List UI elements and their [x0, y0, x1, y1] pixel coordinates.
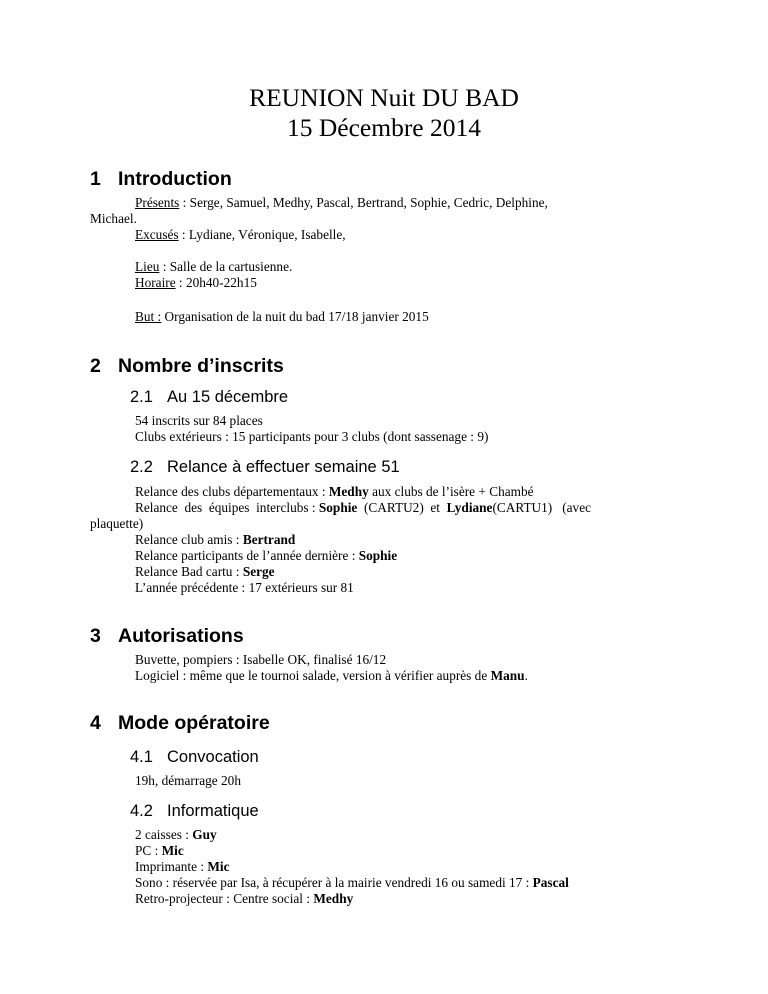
lieu-line	[135, 259, 292, 275]
relance-2-person-1: Sophie	[318, 500, 358, 515]
horaire-line	[135, 275, 257, 291]
section-1-heading: Introduction	[118, 168, 232, 190]
horaire-label: Horaire	[135, 275, 176, 290]
relance-2-rest: (CARTU1) (avec	[492, 500, 591, 515]
caisses-line	[135, 827, 217, 843]
but-value: Organisation de la nuit du bad 17/18 janvier 2015	[161, 309, 429, 324]
subsection-2-2-heading: Relance à effectuer semaine 51	[167, 458, 400, 476]
subsection-4-1-heading: Convocation	[167, 748, 259, 766]
imprimante-text: Imprimante :	[135, 859, 208, 874]
imprimante-person: Mic	[207, 859, 230, 874]
subsection-4-2-number: 4.2	[130, 802, 153, 820]
relance-2-person-2: Lydiane	[446, 500, 493, 515]
relance-4-person: Sophie	[358, 548, 398, 563]
subsection-4-1-number: 4.1	[130, 748, 153, 766]
section-4-heading: Mode opératoire	[118, 712, 270, 734]
section-1-number: 1	[90, 168, 101, 190]
relance-line-2	[135, 500, 591, 516]
relance-3-person: Bertrand	[242, 532, 296, 547]
logiciel-person: Manu	[490, 668, 525, 683]
sono-line	[135, 875, 569, 891]
logiciel-period: .	[524, 668, 528, 683]
presents-label: Présents	[135, 195, 180, 210]
excuses-value: : Lydiane, Véronique, Isabelle,	[178, 227, 346, 242]
document-title-line1: REUNION Nuit DU BAD	[249, 83, 519, 112]
subsection-2-1-heading: Au 15 décembre	[167, 388, 289, 406]
excuses-label: Excusés	[135, 227, 179, 242]
section-2-heading: Nombre d’inscrits	[118, 355, 284, 377]
relance-line-2-continuation: plaquette)	[90, 516, 144, 531]
relance-line-1	[135, 484, 534, 500]
relance-5-text: Relance Bad cartu :	[135, 564, 243, 579]
retro-projecteur-person: Medhy	[313, 891, 354, 906]
clubs-exterieurs-line: Clubs extérieurs : 15 participants pour 3 clubs (dont sassenage : 9)	[135, 429, 489, 444]
excuses-line	[135, 227, 346, 243]
annee-precedente-line: L’année précédente : 17 extérieurs sur 81	[135, 580, 354, 595]
relance-1-text: Relance des clubs départementaux :	[135, 484, 329, 499]
but-line	[135, 309, 429, 325]
horaire-value: : 20h40-22h15	[175, 275, 257, 290]
relance-1-person: Medhy	[328, 484, 369, 499]
relance-2-mid: (CARTU2) et	[357, 500, 447, 515]
retro-projecteur-text: Retro-projecteur : Centre social :	[135, 891, 314, 906]
pc-text: PC :	[135, 843, 162, 858]
sono-person: Pascal	[532, 875, 569, 890]
relance-2-text: Relance des équipes interclubs :	[135, 500, 319, 515]
logiciel-line	[135, 668, 528, 684]
logiciel-text: Logiciel : même que le tournoi salade, version à vérifier auprès de	[135, 668, 491, 683]
subsection-2-2-number: 2.2	[130, 458, 153, 476]
inscrits-line: 54 inscrits sur 84 places	[135, 413, 263, 428]
relance-line-5	[135, 564, 275, 580]
relance-line-3	[135, 532, 295, 548]
section-3-number: 3	[90, 625, 101, 647]
imprimante-line	[135, 859, 230, 875]
section-2-number: 2	[90, 355, 101, 377]
caisses-person: Guy	[192, 827, 217, 842]
subsection-2-1-number: 2.1	[130, 388, 153, 406]
relance-1-rest: aux clubs de l’isère + Chambé	[368, 484, 534, 499]
pc-person: Mic	[161, 843, 184, 858]
buvette-line: Buvette, pompiers : Isabelle OK, finalisé 16/12	[135, 652, 387, 667]
relance-4-text: Relance participants de l’année dernière :	[135, 548, 359, 563]
sono-text: Sono : réservée par Isa, à récupérer à la mairie vendredi 16 ou samedi 17 :	[135, 875, 533, 890]
caisses-text: 2 caisses :	[135, 827, 193, 842]
convocation-line: 19h, démarrage 20h	[135, 773, 241, 788]
section-3-heading: Autorisations	[118, 625, 244, 647]
lieu-label: Lieu	[135, 259, 160, 274]
pc-line	[135, 843, 184, 859]
relance-line-4	[135, 548, 397, 564]
relance-3-text: Relance club amis :	[135, 532, 243, 547]
presents-value: : Serge, Samuel, Medhy, Pascal, Bertrand, Sophie, Cedric, Delphine,	[179, 195, 548, 210]
section-4-number: 4	[90, 712, 101, 734]
document-title-line2: 15 Décembre 2014	[286, 113, 481, 142]
relance-5-person: Serge	[242, 564, 275, 579]
retro-projecteur-line	[135, 891, 353, 907]
but-label: But :	[135, 309, 162, 324]
presents-continuation: Michael.	[90, 211, 137, 226]
lieu-value: : Salle de la cartusienne.	[159, 259, 293, 274]
presents-line	[135, 195, 548, 211]
subsection-4-2-heading: Informatique	[167, 802, 259, 820]
